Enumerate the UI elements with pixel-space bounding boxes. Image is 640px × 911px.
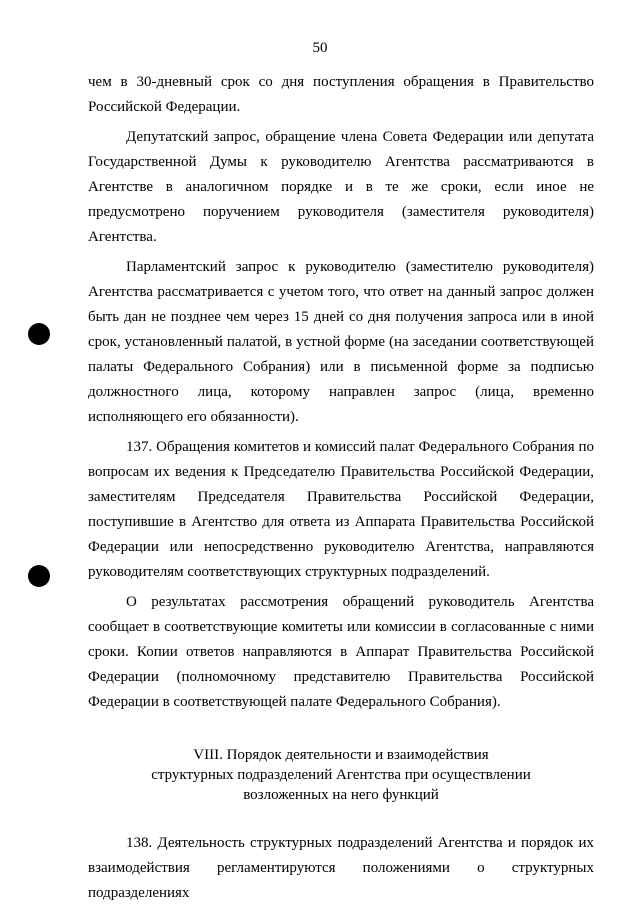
document-body: [88, 70, 594, 911]
paragraph: Депутатский запрос, обращение члена Совета Федерации или депутата Государственной Думы к руководителю Агентства рассматриваются в Агентстве в аналогичном порядке и в те же сроки, если иное не предусмотрено поручением руководителя (заместителя руководителя) Агентства.: [88, 129, 594, 245]
paragraph: О результатах рассмотрения обращений руководитель Агентства сообщает в соответствующие комитеты или комиссии в согласованные с ними сроки. Копии ответов направляются в Аппарат Правительства Российской Федерации (полномочному представителю Правительства Российской Федерации в соответствующей палате Федерального Собрания).: [88, 594, 594, 710]
page-number: 50: [312, 40, 328, 56]
punch-hole-mark: [28, 565, 50, 587]
section-heading-line: VIII. Порядок деятельности и взаимодействия: [193, 747, 489, 763]
section-heading-line: структурных подразделений Агентства при осуществлении: [151, 767, 531, 783]
paragraph-item-138: 138. Деятельность структурных подразделений Агентства и порядок их взаимодействия регламентируются положениями о структурных подразделениях: [88, 835, 594, 901]
punch-hole-mark: [28, 323, 50, 345]
section-heading-line: возложенных на него функций: [243, 787, 439, 803]
paragraph-continuation: чем в 30-дневный срок со дня поступления обращения в Правительство Российской Федерации.: [88, 74, 594, 115]
section-heading: [88, 745, 594, 805]
paragraph: Парламентский запрос к руководителю (заместителю руководителя) Агентства рассматривается с учетом того, что ответ на данный запрос должен быть дан не позднее чем через 15 дней со дня получения запроса или в иной срок, установленный палатой, в устной форме (на заседании соответствующей палаты Федерального Собрания) или в письменной форме за подписью должностного лица, которому направлен запрос (лица, временно исполняющего его обязанности).: [88, 259, 594, 425]
paragraph-item-137: 137. Обращения комитетов и комиссий палат Федерального Собрания по вопросам их ведения к Председателю Правительства Российской Федерации, заместителям Председателя Правительства Российской Федерации, поступившие в Агентство для ответа из Аппарата Правительства Российской Федерации или непосредственно руководителю Агентства, направляются руководителям соответствующих структурных подразделений.: [88, 439, 594, 580]
